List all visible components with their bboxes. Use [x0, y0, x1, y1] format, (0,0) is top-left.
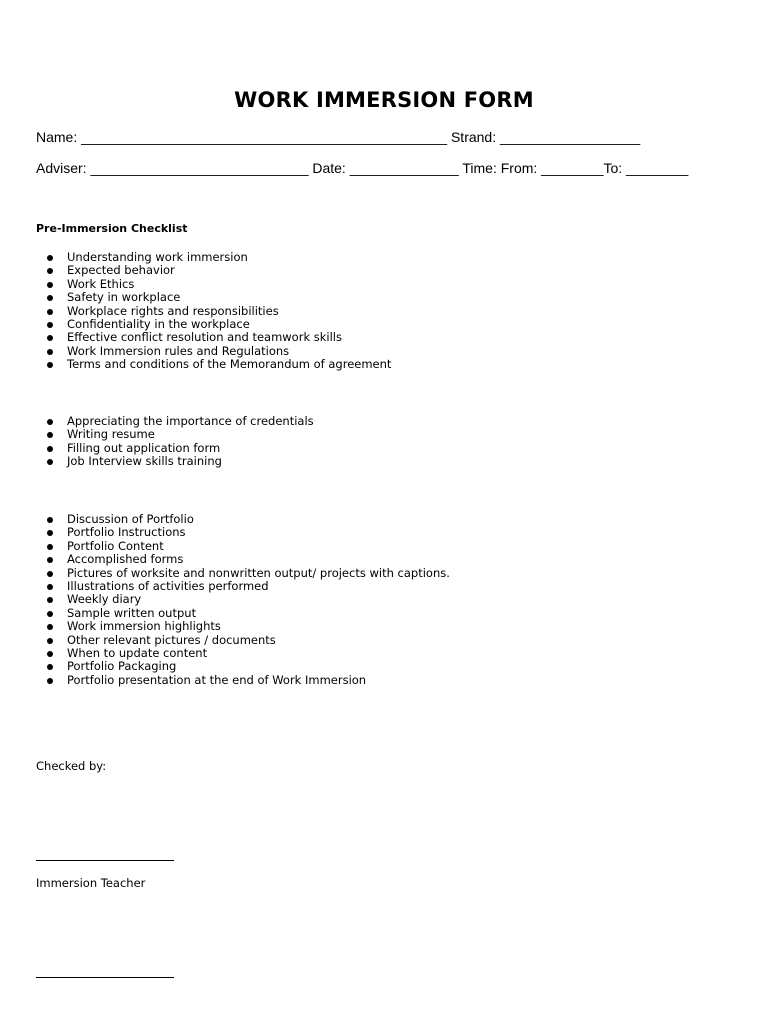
- list-item-label: Expected behavior: [67, 263, 175, 278]
- signature-line: [36, 860, 174, 861]
- list-item-label: Terms and conditions of the Memorandum of agreement: [67, 357, 392, 372]
- bullet-icon: [47, 295, 53, 301]
- bullet-icon: [47, 282, 53, 288]
- list-item-label: Accomplished forms: [67, 552, 184, 567]
- bullet-icon: [47, 597, 53, 603]
- bullet-icon: [47, 362, 53, 368]
- list-item-label: Filling out application form: [67, 440, 221, 455]
- bullet-icon: [47, 678, 53, 684]
- list-item-label: Job Interview skills training: [67, 454, 222, 469]
- list-item: [36, 607, 450, 620]
- bullet-icon: [47, 335, 53, 341]
- list-item: [36, 660, 450, 673]
- list-item: [36, 251, 391, 264]
- immersion-teacher-label: Immersion Teacher: [36, 876, 146, 890]
- list-item: [36, 331, 391, 344]
- list-item-label: Understanding work immersion: [67, 250, 248, 264]
- list-item-label: Work Immersion rules and Regulations: [67, 343, 290, 358]
- list-item: [36, 567, 450, 580]
- bullet-icon: [47, 651, 53, 657]
- list-item: [36, 526, 450, 539]
- list-item-label: Weekly diary: [67, 592, 142, 607]
- adviser-date-time-line: Adviser: ____________________________ Date: ______________ Time: From: ________To: ________: [36, 160, 689, 176]
- list-item-label: Work Ethics: [67, 276, 135, 291]
- list-item-label: Appreciating the importance of credentials: [67, 414, 314, 428]
- list-item-label: Portfolio Packaging: [67, 659, 177, 674]
- list-item: [36, 580, 450, 593]
- list-item: [36, 540, 450, 553]
- bullet-icon: [47, 268, 53, 274]
- checklist-group-orientation: [36, 251, 391, 372]
- list-item: [36, 318, 391, 331]
- bullet-icon: [47, 446, 53, 452]
- list-item-label: Workplace rights and responsibilities: [67, 303, 279, 318]
- bullet-icon: [47, 611, 53, 617]
- list-item-label: Portfolio presentation at the end of Work Immersion: [67, 672, 367, 687]
- list-item: [36, 553, 450, 566]
- bullet-icon: [47, 459, 53, 465]
- checklist-group-credentials: [36, 415, 314, 469]
- list-item-label: Portfolio Instructions: [67, 525, 186, 540]
- form-title: WORK IMMERSION FORM: [234, 88, 534, 112]
- list-item: [36, 442, 314, 455]
- bullet-icon: [47, 530, 53, 536]
- list-item-label: Other relevant pictures / documents: [67, 632, 276, 647]
- bullet-icon: [47, 571, 53, 577]
- list-item: [36, 647, 450, 660]
- bullet-icon: [47, 517, 53, 523]
- list-item: [36, 674, 450, 687]
- list-item-label: Writing resume: [67, 427, 155, 442]
- bullet-icon: [47, 584, 53, 590]
- list-item: [36, 455, 314, 468]
- list-item: [36, 428, 314, 441]
- name-strand-line: Name: _______________________________________________ Strand: __________________: [36, 129, 641, 145]
- list-item: [36, 305, 391, 318]
- list-item-label: Confidentiality in the workplace: [67, 316, 250, 331]
- list-item-label: Safety in workplace: [67, 290, 181, 305]
- list-item: [36, 358, 391, 371]
- list-item-label: Discussion of Portfolio: [67, 512, 194, 526]
- list-item: [36, 513, 450, 526]
- list-item-label: Pictures of worksite and nonwritten output/ projects with captions.: [67, 565, 450, 580]
- bullet-icon: [47, 255, 53, 261]
- bullet-icon: [47, 664, 53, 670]
- list-item: [36, 264, 391, 277]
- bullet-icon: [47, 557, 53, 563]
- bullet-icon: [47, 322, 53, 328]
- bullet-icon: [47, 419, 53, 425]
- bullet-icon: [47, 624, 53, 630]
- list-item: [36, 345, 391, 358]
- bullet-icon: [47, 349, 53, 355]
- checklist-title: Pre-Immersion Checklist: [36, 222, 188, 235]
- bullet-icon: [47, 432, 53, 438]
- list-item-label: Effective conflict resolution and teamwork skills: [67, 330, 342, 345]
- list-item-label: Illustrations of activities performed: [67, 578, 269, 593]
- list-item: [36, 634, 450, 647]
- bullet-icon: [47, 638, 53, 644]
- list-item: [36, 415, 314, 428]
- signature-line: [36, 977, 174, 978]
- list-item: [36, 291, 391, 304]
- list-item-label: When to update content: [67, 645, 208, 660]
- checked-by-label: Checked by:: [36, 759, 107, 773]
- list-item-label: Work immersion highlights: [67, 619, 221, 634]
- list-item: [36, 278, 391, 291]
- bullet-icon: [47, 544, 53, 550]
- list-item: [36, 620, 450, 633]
- bullet-icon: [47, 309, 53, 315]
- checklist-group-portfolio: [36, 513, 450, 687]
- list-item-label: Sample written output: [67, 605, 197, 620]
- list-item-label: Portfolio Content: [67, 538, 164, 553]
- list-item: [36, 593, 450, 606]
